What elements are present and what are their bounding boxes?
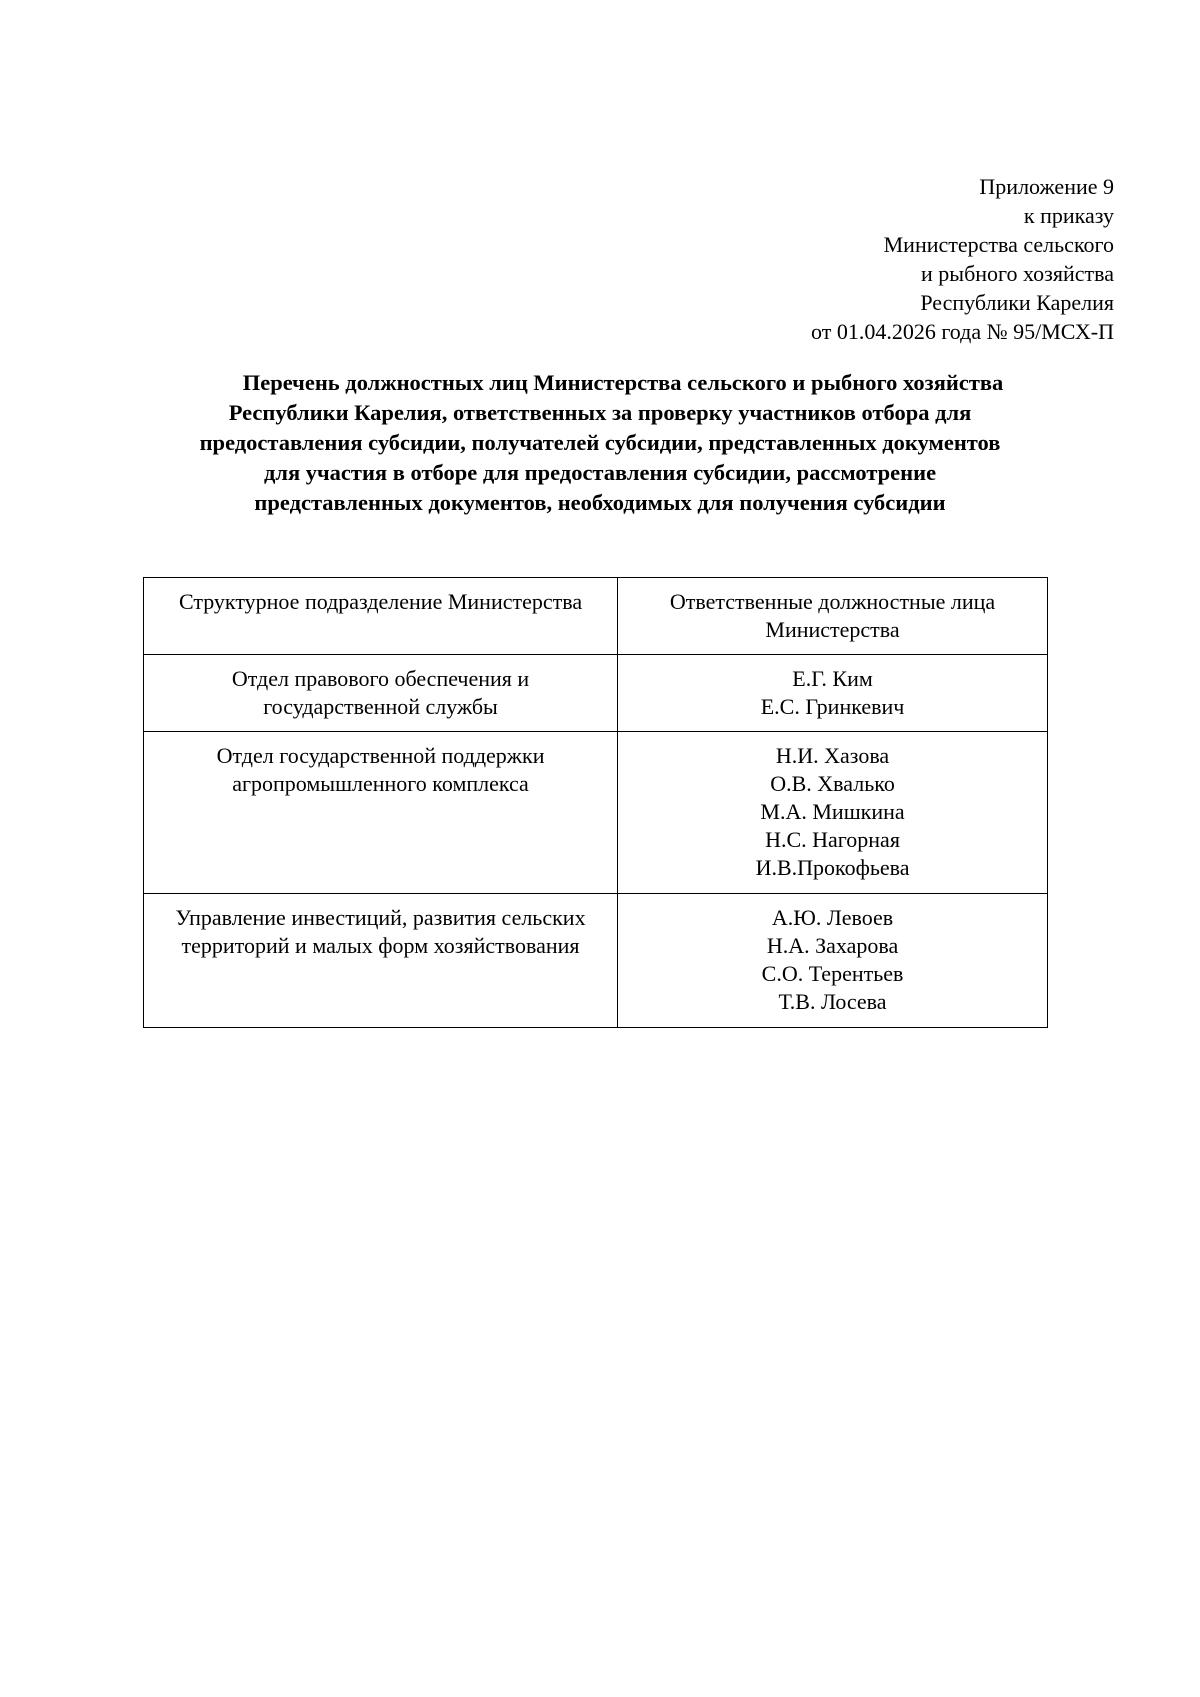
- unit-name-line: агропромышленного комплекса: [232, 771, 529, 796]
- unit-cell: [144, 894, 618, 1028]
- persons-cell: [618, 894, 1048, 1028]
- header-persons-label: Ответственные должностные лица: [669, 589, 996, 614]
- table-row: [144, 655, 1048, 732]
- title-line: Перечень должностных лиц Министерства сельского и рыбного хозяйства: [242, 370, 1004, 395]
- appendix-line: Министерства сельского: [883, 232, 1114, 257]
- appendix-line: к приказу: [1023, 203, 1114, 228]
- person-name: С.О. Терентьев: [761, 961, 904, 986]
- unit-name-line: Управление инвестиций, развития сельских: [175, 905, 586, 930]
- officials-table: [143, 577, 1048, 1028]
- person-name: Н.И. Хазова: [775, 743, 890, 768]
- person-name: Н.С. Нагорная: [765, 827, 900, 852]
- document-title: [130, 368, 1070, 518]
- appendix-line: Республики Карелия: [920, 290, 1114, 315]
- unit-name-line: Отдел государственной поддержки: [216, 743, 545, 768]
- header-unit: [144, 578, 618, 655]
- title-line: для участия в отборе для предоставления субсидии, рассмотрение: [263, 460, 937, 485]
- person-name: Н.А. Захарова: [766, 933, 899, 958]
- title-line: предоставления субсидии, получателей субсидии, представленных документов: [199, 430, 1001, 455]
- person-name: А.Ю. Левоев: [771, 905, 894, 930]
- person-name: И.В.Прокофьева: [755, 855, 910, 880]
- persons-cell: [618, 655, 1048, 732]
- appendix-line: и рыбного хозяйства: [921, 261, 1114, 286]
- table-row: [144, 732, 1048, 894]
- title-line: представленных документов, необходимых для получения субсидии: [254, 490, 946, 515]
- unit-name-line: территорий и малых форм хозяйствования: [181, 933, 580, 958]
- person-name: М.А. Мишкина: [760, 799, 905, 824]
- unit-cell: [144, 655, 618, 732]
- person-name: Е.С. Гринкевич: [760, 694, 905, 719]
- header-persons: [618, 578, 1048, 655]
- persons-cell: [618, 732, 1048, 894]
- appendix-number: Приложение 9: [979, 174, 1114, 199]
- unit-cell: [144, 732, 618, 894]
- appendix-order-date: от 01.04.2026 года № 95/МСХ-П: [811, 319, 1114, 344]
- unit-name-line: государственной службы: [263, 694, 498, 719]
- header-persons-label: Министерства: [765, 617, 900, 642]
- header-unit-label: Структурное подразделение Министерства: [178, 589, 583, 614]
- title-line: Республики Карелия, ответственных за проверку участников отбора для: [228, 400, 972, 425]
- table-header-row: [144, 578, 1048, 655]
- person-name: Т.В. Лосева: [778, 989, 887, 1014]
- unit-name-line: Отдел правового обеспечения и: [231, 666, 530, 691]
- person-name: Е.Г. Ким: [792, 666, 873, 691]
- table-row: [144, 894, 1048, 1028]
- appendix-block: [811, 172, 1114, 346]
- person-name: О.В. Хвалько: [770, 771, 895, 796]
